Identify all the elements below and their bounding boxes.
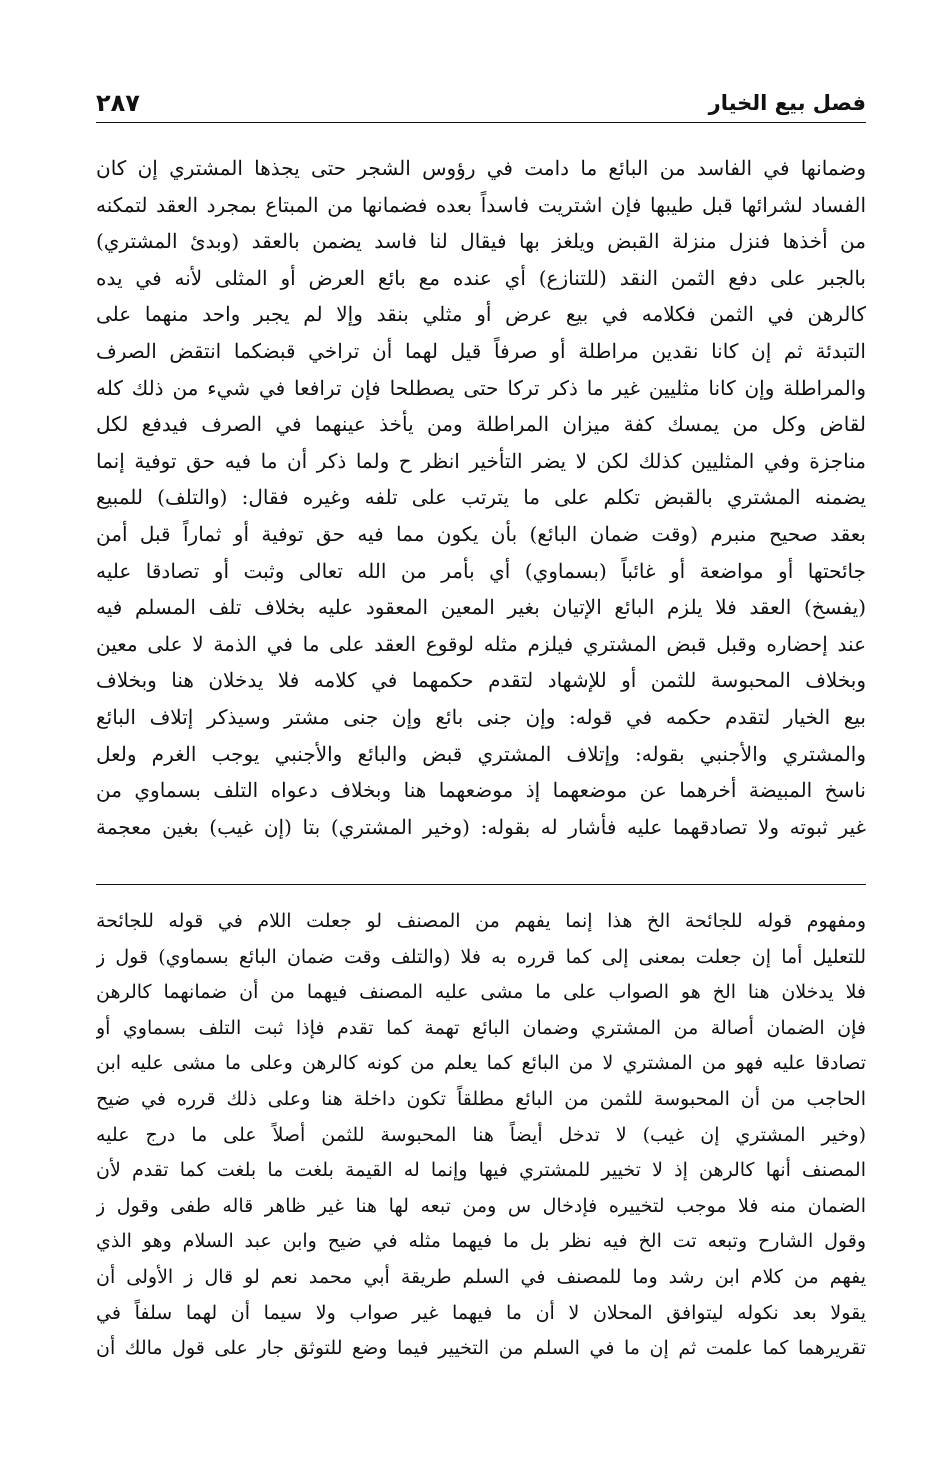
footnote-line: المصنف أنها كالرهن إذ لا تخيير للمشتري فيها وإنما له القيمة بلغت ما بلغت كما تقدم لأن [96, 1159, 866, 1182]
main-line: بيع الخيار لتقدم حكمه في قوله: وإن جنى بائع وإن جنى مشتر وسيذكر إتلاف البائع [96, 704, 866, 729]
footnote-line: يفهم من كلام ابن رشد وما للمصنف في السلم طريقة أبي محمد نعم لو قال ز الأولى أن [96, 1265, 866, 1288]
main-line: وبخلاف المحبوسة للثمن أو للإشهاد لتقدم حكمهما في كلامه فلا يدخلان هنا وبخلاف [96, 668, 866, 693]
main-line: والمشتري والأجنبي بقوله: وإتلاف المشتري قبض والبائع والأجنبي يوجب الغرم ولعل [96, 741, 866, 766]
main-line: التبدئة ثم إن كانا نقدين مراطلة أو صرفاً قيل لهما أن تراخي قبضكما انتقض الصرف [96, 338, 866, 363]
main-line: (يفسخ) العقد فلا يلزم البائع الإتيان بغير المعين المعقود عليه بخلاف تلف المسلم فيه [96, 595, 866, 620]
main-line: مناجزة وفي المثليين كذلك لكن لا يضر التأخير انظر ح ولما ذكر أن ما فيه حق توفية إنما [96, 448, 866, 473]
footnote-line: الحاجب من أن المحبوسة للثمن من البائع مطلقاً تكون داخلة هنا وعلى ذلك قرره في ضيح [96, 1087, 866, 1110]
footnote-line: (وخير المشتري إن غيب) لا تدخل أيضاً هنا المحبوسة للثمن أصلاً على ما درج عليه [96, 1123, 866, 1146]
footnote-line: فإن الضمان أصالة من المشتري وضمان البائع تهمة كما تقدم فإذا ثبت التلف بسماوي أو [96, 1016, 866, 1039]
page-header [96, 88, 866, 123]
footnote-line: تقريرهما كما علمت ثم إن ما في السلم من التخيير فيما وضع للتوثق جار على قول مالك أن [96, 1337, 866, 1360]
footnote-text [96, 904, 866, 1367]
footnote-line: الضمان منه فلا موجب لتخييره فإدخال س ومن تبعه لها هنا غير ظاهر قاله طفى وقول ز [96, 1194, 866, 1217]
main-line: جائحتها أو مواضعة أو غائباً (بسماوي) أي بأمر من الله تعالى وثبت أو تصادقا عليه [96, 558, 866, 583]
footnote-line: للتعليل أما إن جعلت بمعنى إلى كما قرره به فلا (والتلف وقت ضمان البائع بسماوي) قول ز [96, 945, 866, 968]
main-line: من أخذها فنزل منزلة القبض ويلغز بها فيقال لنا فاسد يضمن بالعقد (وبدئ المشتري) [96, 229, 866, 254]
main-line: ناسخ المبيضة أخرهما عن موضعهما إذ موضعهما هنا وبخلاف دعواه التلف بسماوي من [96, 778, 866, 803]
footnote-line: يقولا بعد نكوله ليتوافق المحلان لا أن ما فيهما غير صواب ولا سيما أن لهما سلفاً في [96, 1301, 866, 1324]
main-line: لقاض وكل من يمسك كفة ميزان المراطلة ومن يأخذ عينهما في الصرف فيدفع لكل [96, 412, 866, 437]
main-text-body [96, 150, 866, 845]
main-line: بالجبر على دفع الثمن النقد (للتنازع) أي عنده مع بائع العرض أو المثلى لأنه في يده [96, 265, 866, 290]
main-line: الفساد لشرائها قبل طيبها فإن اشتريت فاسداً بعده فضمانها من المبتاع بمجرد العقد لتمكنه [96, 192, 866, 217]
footnote-divider [96, 884, 866, 885]
footnote-line: وقول الشارح وتبعه تت الخ فيه نظر بل ما فيهما مثله في ضيح وابن عبد السلام وهو الذي [96, 1230, 866, 1253]
main-line: غير ثبوته ولا تصادقهما عليه فأشار له بقوله: (وخير المشتري) بتا (إن غيب) بغين معجمة [96, 814, 866, 839]
page-number: ٢٨٧ [96, 88, 150, 118]
main-line: يضمنه المشتري بالقبض تكلم على ما يترتب على تلفه وغيره فقال: (والتلف) للمبيع [96, 485, 866, 510]
footnote-line: ومفهوم قوله للجائحة الخ هذا إنما يفهم من المصنف لو جعلت اللام في قوله للجائحة [96, 910, 866, 932]
main-line: والمراطلة وإن كانا مثليين غير ما ذكر تركا حتى يصطلحا فإن ترافعا في شيء من ذلك كله [96, 375, 866, 400]
main-line: بعقد صحيح منبرم (وقت ضمان البائع) بأن يكون مما فيه حق توفية أو ثماراً قبل أمن [96, 521, 866, 546]
running-title: فصل بيع الخيار [699, 88, 866, 118]
footnote-line: فلا يدخلان هنا الخ هو الصواب على ما مشى عليه المصنف فيهما من أن ضمانهما كالرهن [96, 981, 866, 1004]
main-line: كالرهن في الثمن فكلامه في بيع عرض أو مثلي بنقد وإلا لم يجبر واحد منهما على [96, 302, 866, 327]
footnote-line: تصادقا عليه فهو من المشتري لا من البائع كما يعلم من كونه كالرهن وعلى ما مشى عليه ابن [96, 1052, 866, 1075]
main-line: عند إحضاره وقبل قبض المشتري فيلزم مثله لوقوع العقد على ما في الذمة لا على معين [96, 631, 866, 656]
main-line: وضمانها في الفاسد من البائع ما دامت في رؤوس الشجر حتى يجذها المشتري إن كان [96, 156, 866, 180]
